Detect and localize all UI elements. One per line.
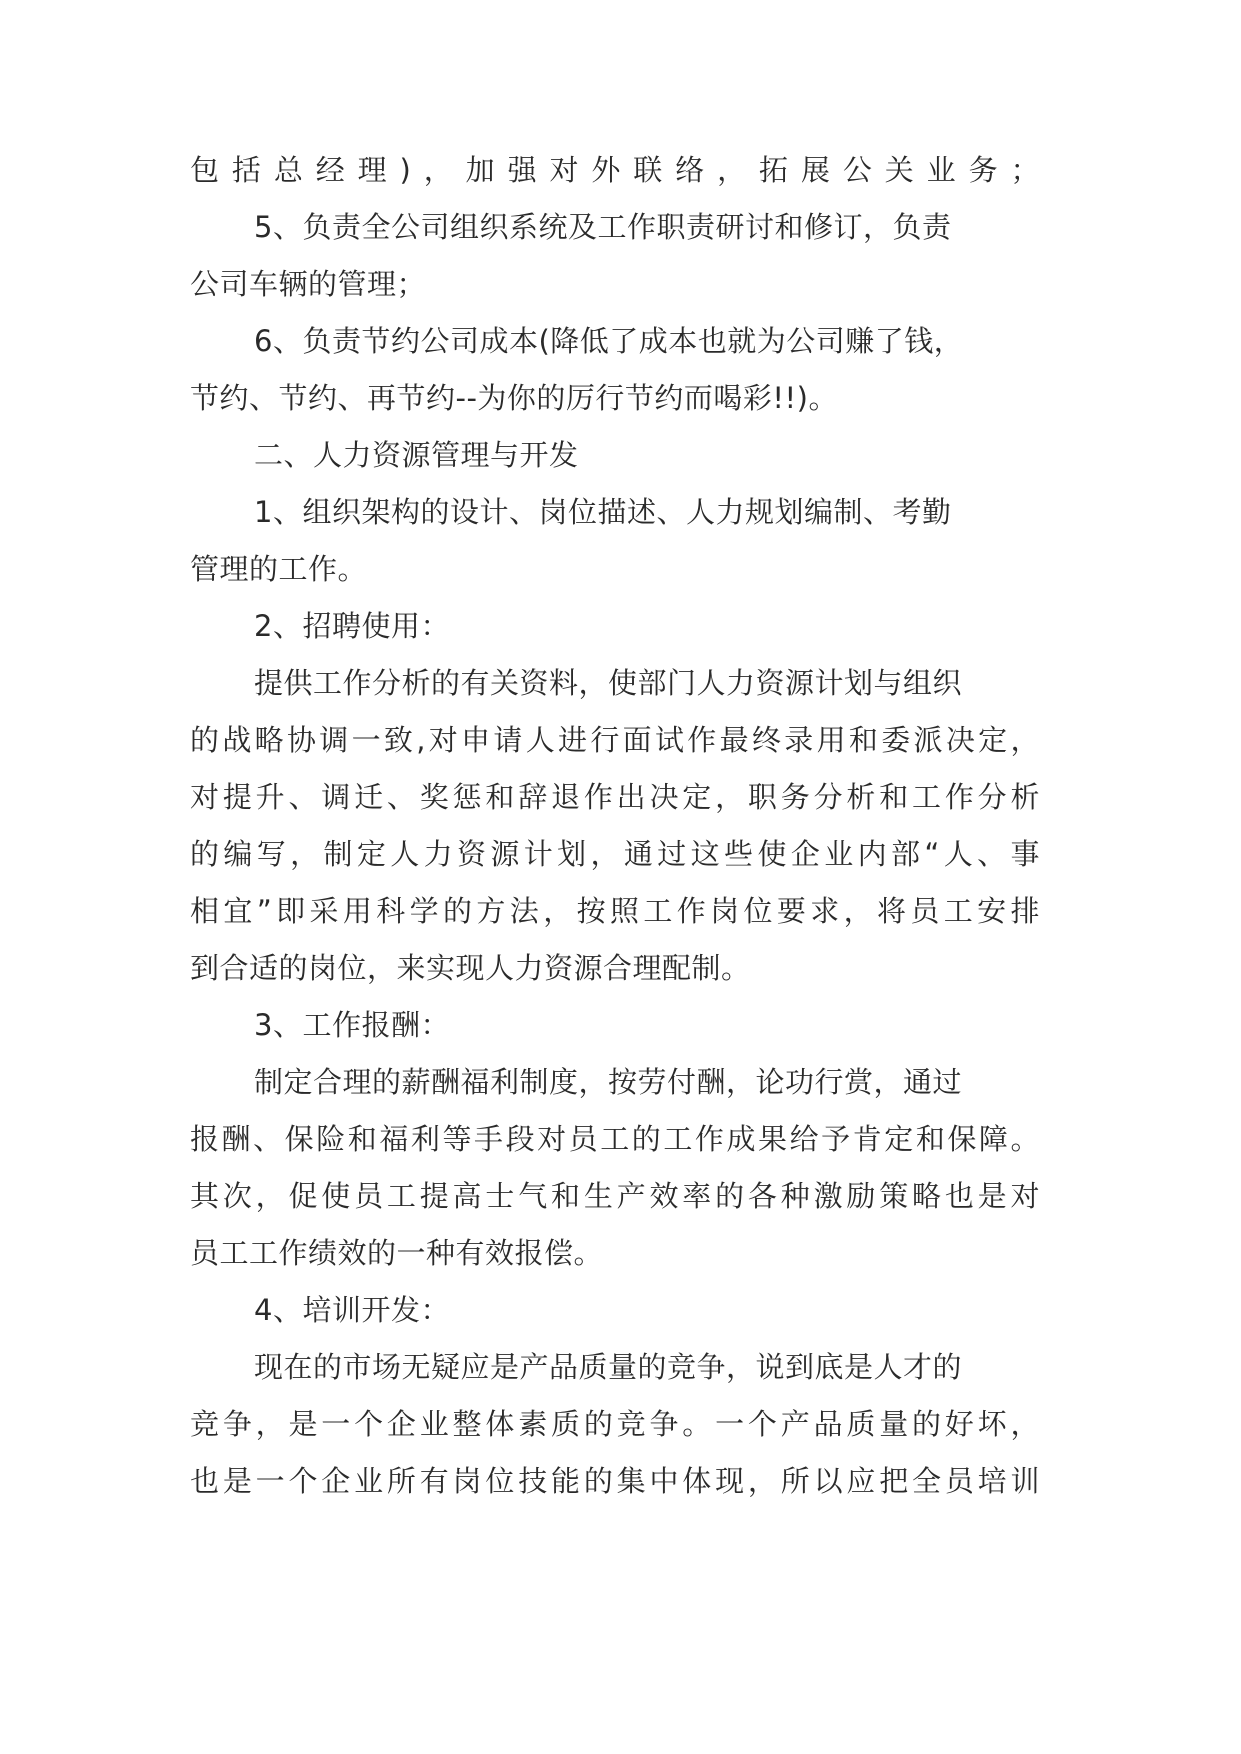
text-line: 制定合理的薪酬福利制度，按劳付酬，论功行赏，通过 xyxy=(254,1065,963,1099)
section-heading: 二、人力资源管理与开发 xyxy=(254,438,579,472)
text-line: 对提升、调迁、奖惩和辞退作出决定，职务分析和工作分析 xyxy=(190,780,1040,814)
text-line: 的编写，制定人力资源计划，通过这些使企业内部“人、事 xyxy=(190,837,1040,871)
text-line: 公司车辆的管理； xyxy=(190,267,427,301)
text-line: 提供工作分析的有关资料，使部门人力资源计划与组织 xyxy=(254,666,963,700)
text-line: 竞争，是一个企业整体素质的竞争。一个产品质量的好坏， xyxy=(190,1407,1040,1441)
text-line: 报酬、保险和福利等手段对员工的工作成果给予肯定和保障。 xyxy=(190,1122,1040,1156)
text-line: 节约、节约、再节约--为你的厉行节约而喝彩!!)。 xyxy=(190,381,838,415)
text-line: 6、负责节约公司成本(降低了成本也就为公司赚了钱， xyxy=(254,324,964,358)
text-line: 其次，促使员工提高士气和生产效率的各种激励策略也是对 xyxy=(190,1179,1040,1213)
text-line: 的战略协调一致,对申请人进行面试作最终录用和委派决定， xyxy=(190,723,1040,757)
text-line: 管理的工作。 xyxy=(190,552,368,586)
text-line: 包括总经理)，加强对外联络，拓展公关业务； xyxy=(190,153,1040,187)
subheading: 3、工作报酬： xyxy=(254,1008,450,1042)
subheading: 4、培训开发： xyxy=(254,1293,450,1327)
text-line: 也是一个企业所有岗位技能的集中体现，所以应把全员培训 xyxy=(190,1464,1040,1498)
text-line: 现在的市场无疑应是产品质量的竞争，说到底是人才的 xyxy=(254,1350,963,1384)
subheading: 2、招聘使用： xyxy=(254,609,450,643)
text-line: 到合适的岗位，来实现人力资源合理配制。 xyxy=(190,951,751,985)
text-line: 1、组织架构的设计、岗位描述、人力规划编制、考勤 xyxy=(254,495,952,529)
text-line: 员工工作绩效的一种有效报偿。 xyxy=(190,1236,604,1270)
text-line: 5、负责全公司组织系统及工作职责研讨和修订，负责 xyxy=(254,210,952,244)
text-line: 相宜”即采用科学的方法，按照工作岗位要求，将员工安排 xyxy=(190,894,1040,928)
